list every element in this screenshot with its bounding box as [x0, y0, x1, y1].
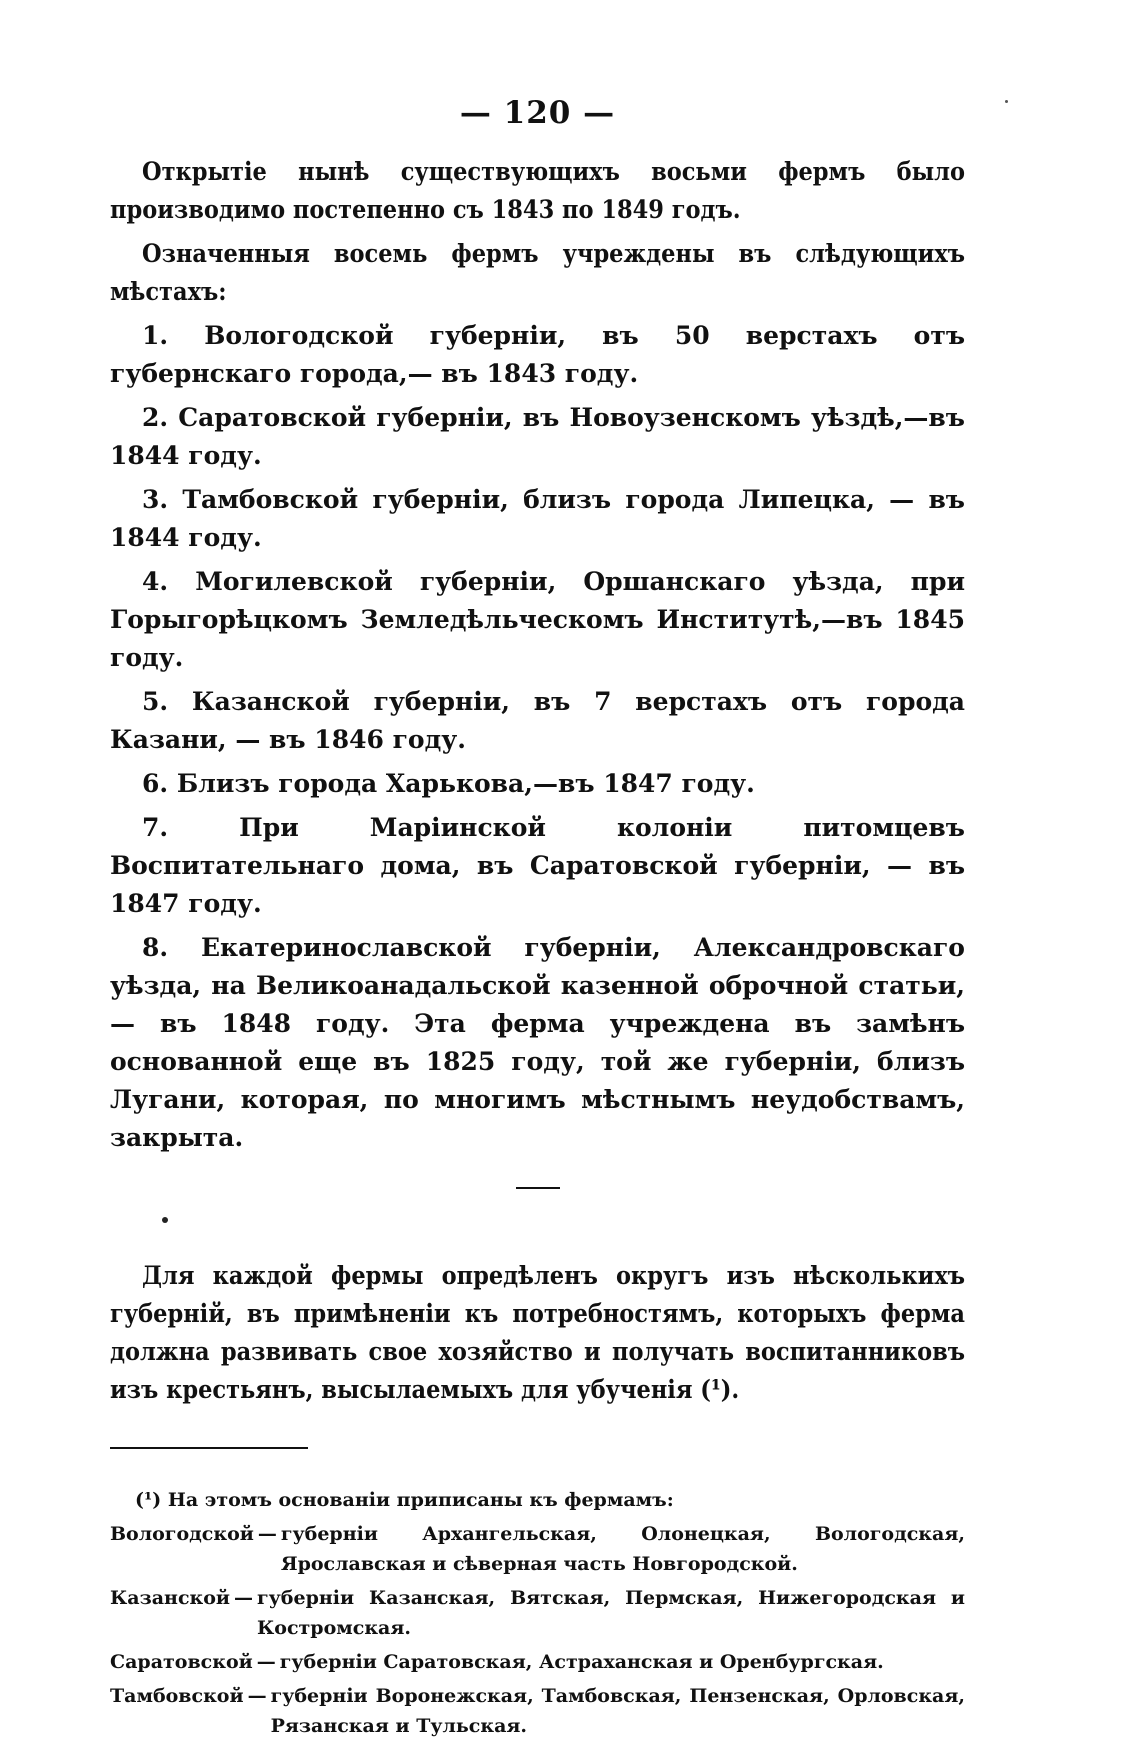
footnote-row-label: Казанской	[110, 1587, 230, 1609]
list-item-text: Саратовской губерніи, въ Новоузенскомъ уѣздѣ,—въ 1844 году.	[110, 403, 965, 470]
list-item	[110, 809, 965, 923]
list-item	[110, 929, 965, 1157]
farm-list	[110, 317, 965, 1157]
list-item	[110, 481, 965, 557]
footnote-row-label: Саратовской	[110, 1651, 253, 1673]
page-number: — 120 —	[459, 95, 616, 131]
footnote-row-text: губерніи Воронежская, Тамбовская, Пензенская, Орловская, Рязанская и Тульская.	[270, 1685, 965, 1737]
footnote-row-label: Вологодской	[110, 1523, 254, 1545]
footnote-row-label: Тамбовской	[110, 1685, 244, 1707]
list-item-text: Вологодской губерніи, въ 50 верстахъ отъ губернскаго города,— въ 1843 году.	[110, 321, 965, 388]
list-item-text: Могилевской губерніи, Оршанскаго уѣзда, при Горыгорѣцкомъ Земледѣльческомъ Институтѣ,—въ 1845 году.	[110, 567, 965, 672]
footnote-row-dash: —	[257, 1523, 277, 1545]
list-item-text: Близъ города Харькова,—въ 1847 году.	[176, 769, 755, 798]
list-item-number: 1.	[142, 321, 169, 350]
footnote-row-dash: —	[256, 1651, 276, 1673]
list-item-text: Казанской губерніи, въ 7 верстахъ отъ города Казани, — въ 1846 году.	[110, 687, 965, 754]
footnote-intro: (¹) На этомъ основаніи приписаны къ фермамъ:	[135, 1489, 674, 1511]
list-item-text: Екатеринославской губерніи, Александровскаго уѣзда, на Великоанадальской казенной оброчной статьи, — въ 1848 году. Эта ферма учреждена въ замѣнъ основанной еще въ 1825 году, той же губерніи, близъ Лугани, которая, по многимъ мѣстнымъ неудобствамъ, закрыта.	[110, 933, 965, 1152]
list-item-number: 6.	[142, 769, 169, 798]
stray-dot-mark	[162, 1217, 168, 1223]
footnote-row	[110, 1519, 965, 1579]
list-item	[110, 399, 965, 475]
intro-paragraph: Открытіе нынѣ существующихъ восьми фермъ было производимо постепенно съ 1843 по 1849 годъ.	[110, 157, 965, 224]
list-item	[110, 563, 965, 677]
list-item-number: 2.	[142, 403, 169, 432]
footnote-row	[110, 1681, 965, 1741]
list-item	[110, 317, 965, 393]
footnote-row	[110, 1647, 965, 1677]
list-item	[110, 683, 965, 759]
section-divider	[516, 1187, 560, 1189]
district-paragraph: Для каждой фермы опредѣленъ округъ изъ нѣсколькихъ губерній, въ примѣненіи къ потребностямъ, которыхъ ферма должна развивать свое хозяйство и получать воспитанниковъ изъ крестьянъ, высылаемыхъ для убученія (¹).	[110, 1261, 965, 1404]
footnote-row-text: губерніи Казанская, Вятская, Пермская, Нижегородская и Костромская.	[257, 1587, 965, 1639]
list-item-text: Тамбовской губерніи, близъ города Липецка, — въ 1844 году.	[110, 485, 965, 552]
list-item-number: 4.	[142, 567, 169, 596]
list-item-number: 7.	[142, 813, 169, 842]
list-item-number: 5.	[142, 687, 169, 716]
list-item-number: 8.	[142, 933, 169, 962]
footnote-row-dash: —	[234, 1587, 253, 1609]
footnote-row	[110, 1583, 965, 1643]
footnote	[110, 1485, 965, 1741]
list-item-text: При Маріинской колоніи питомцевъ Воспитательнаго дома, въ Саратовской губерніи, — въ 1847 году.	[110, 813, 965, 918]
footnote-row-text: губерніи Архангельская, Олонецкая, Вологодская, Ярославская и сѣверная часть Новгородской.	[280, 1523, 965, 1575]
footnote-rule	[110, 1447, 308, 1449]
list-item-number: 3.	[142, 485, 169, 514]
list-item	[110, 765, 965, 803]
locations-heading: Означенныя восемь фермъ учреждены въ слѣдующихъ мѣстахъ:	[110, 239, 965, 306]
footnote-row-text: губерніи Саратовская, Астраханская и Оренбургская.	[279, 1651, 884, 1673]
footnote-row-dash: —	[247, 1685, 267, 1707]
book-page	[110, 95, 965, 1745]
stray-ink-mark	[1005, 100, 1008, 103]
